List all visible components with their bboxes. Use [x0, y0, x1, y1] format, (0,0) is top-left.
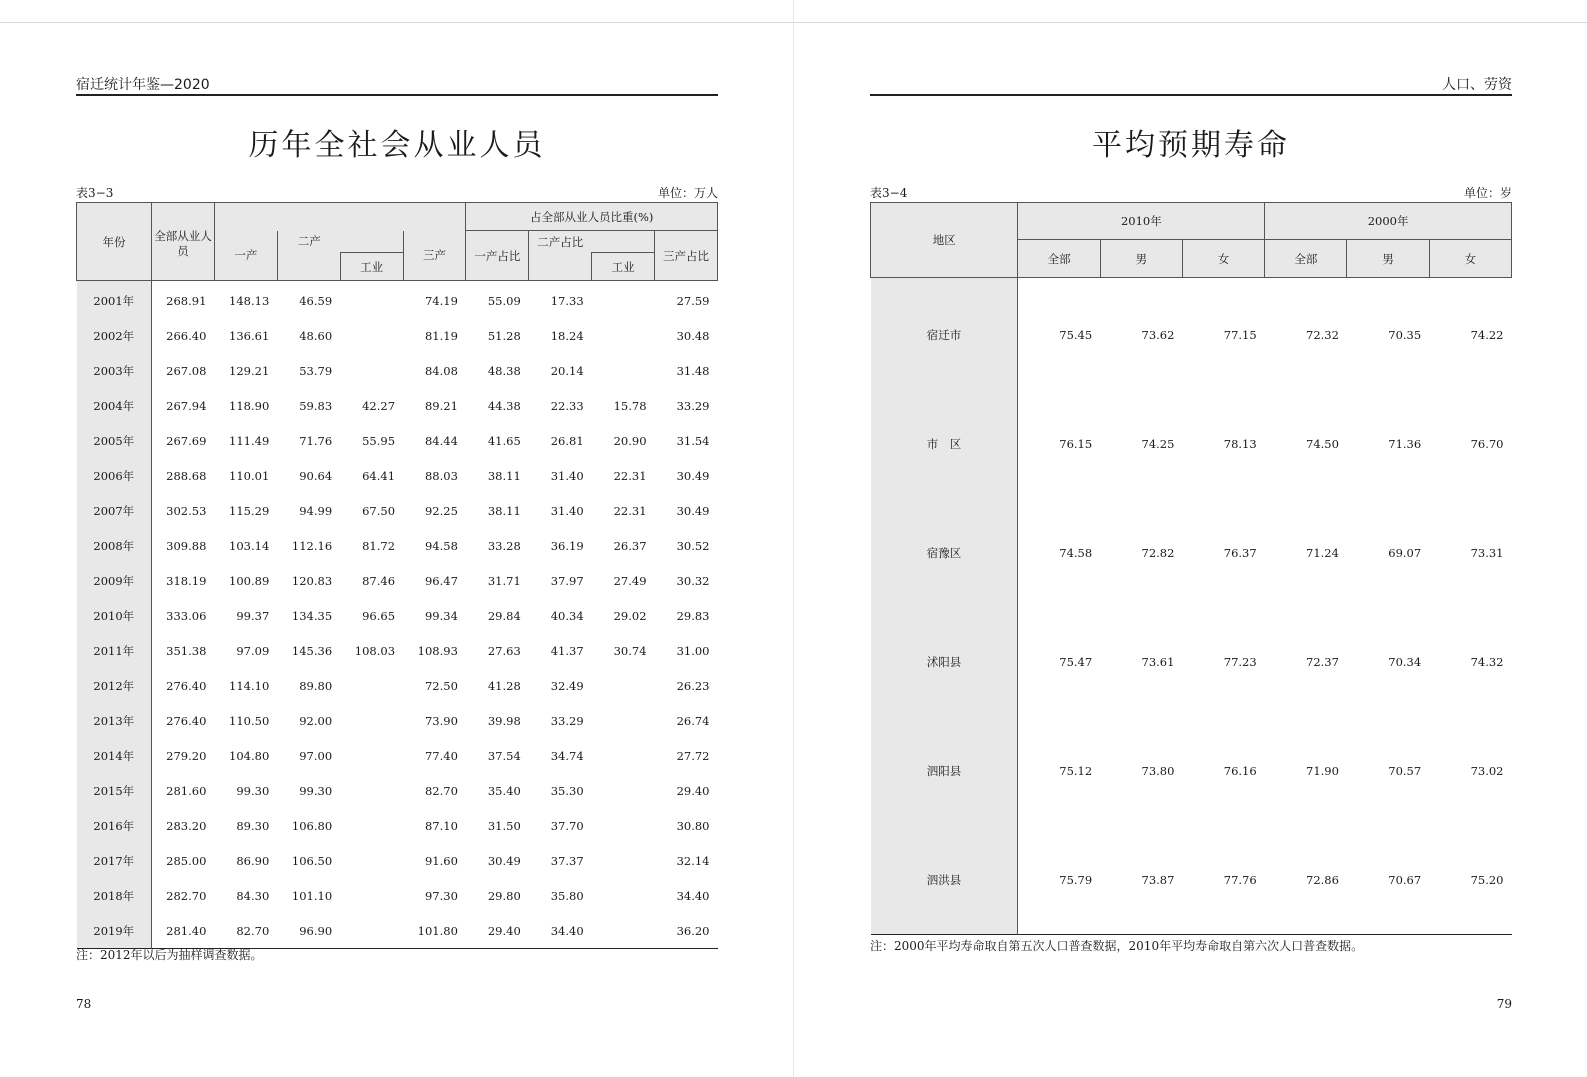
header-male-2000: 男 [1347, 240, 1429, 278]
female-2000-cell: 74.22 [1470, 327, 1504, 342]
secondary-share-cell: 26.81 [550, 433, 584, 448]
total-cell: 318.19 [166, 573, 207, 588]
female-2010-cell: 78.13 [1223, 436, 1257, 451]
tertiary-share-cell: 31.00 [676, 643, 710, 658]
tertiary-share-cell: 30.48 [676, 328, 710, 343]
male-2010-cell: 73.61 [1141, 654, 1175, 669]
table-row [77, 423, 718, 458]
life-expectancy-table [870, 202, 1512, 935]
secondary-cell: 106.50 [291, 853, 333, 868]
industry-share-cell [592, 808, 655, 843]
tertiary-cell: 91.60 [424, 853, 458, 868]
year-cell: 2001年 [77, 281, 152, 319]
tertiary-share-cell: 31.54 [676, 433, 710, 448]
male-2000-cell: 71.36 [1388, 436, 1422, 451]
industry-cell: 55.95 [362, 433, 396, 448]
unit-label: 单位：岁 [1463, 186, 1512, 200]
region-cell: 市 区 [871, 389, 1018, 498]
primary-cell: 103.14 [229, 538, 270, 553]
industry-share-cell [592, 843, 655, 878]
secondary-share-cell: 18.24 [550, 328, 584, 343]
total-cell: 302.53 [166, 503, 207, 518]
primary-share-cell: 33.28 [487, 538, 521, 553]
male-2000-cell: 70.67 [1388, 872, 1422, 887]
header-region: 地区 [871, 203, 1018, 278]
tertiary-share-cell: 29.40 [676, 783, 710, 798]
table-label: 表3−4 [870, 186, 908, 200]
industry-share-cell [592, 703, 655, 738]
secondary-share-cell: 22.33 [550, 398, 584, 413]
primary-cell: 104.80 [229, 748, 270, 763]
region-cell: 宿豫区 [871, 498, 1018, 607]
total-cell: 279.20 [166, 748, 207, 763]
primary-share-cell: 30.49 [487, 853, 521, 868]
industry-cell [340, 738, 403, 773]
primary-cell: 99.30 [236, 783, 270, 798]
tertiary-cell: 99.34 [424, 608, 458, 623]
year-cell: 2007年 [77, 493, 152, 528]
region-cell: 宿迁市 [871, 278, 1018, 390]
page-number: 79 [1496, 997, 1512, 1011]
industry-cell: 64.41 [362, 468, 396, 483]
total-cell: 276.40 [166, 678, 207, 693]
primary-cell: 110.50 [229, 713, 270, 728]
secondary-cell: 89.80 [299, 678, 333, 693]
year-cell: 2011年 [77, 633, 152, 668]
year-cell: 2017年 [77, 843, 152, 878]
industry-share-cell: 15.78 [613, 398, 647, 413]
secondary-cell: 134.35 [291, 608, 333, 623]
year-cell: 2018年 [77, 878, 152, 913]
primary-share-cell: 29.40 [487, 923, 521, 938]
head-rule [870, 94, 1512, 96]
page-title: 历年全社会从业人员 [248, 128, 546, 163]
tertiary-share-cell: 27.59 [676, 293, 710, 308]
primary-share-cell: 48.38 [487, 363, 521, 378]
tertiary-share-cell: 36.20 [676, 923, 710, 938]
all-2010-cell: 75.12 [1059, 763, 1093, 778]
primary-cell: 86.90 [236, 853, 270, 868]
industry-share-cell [592, 353, 655, 388]
secondary-cell: 106.80 [291, 818, 333, 833]
tertiary-cell: 94.58 [424, 538, 458, 553]
header-year-2000: 2000年 [1265, 203, 1512, 240]
secondary-share-cell: 17.33 [550, 293, 584, 308]
secondary-share-cell: 37.37 [550, 853, 584, 868]
industry-share-cell: 30.74 [613, 643, 647, 658]
male-2010-cell: 73.87 [1141, 872, 1175, 887]
header-secondary: 二产 [277, 231, 403, 253]
tertiary-share-cell: 30.32 [676, 573, 710, 588]
total-cell: 283.20 [166, 818, 207, 833]
secondary-cell: 97.00 [299, 748, 333, 763]
industry-share-cell [592, 738, 655, 773]
tertiary-cell: 108.93 [417, 643, 458, 658]
primary-share-cell: 31.71 [487, 573, 521, 588]
industry-share-cell: 27.49 [613, 573, 647, 588]
table-row [77, 703, 718, 738]
tertiary-cell: 97.30 [424, 888, 458, 903]
tertiary-cell: 84.44 [424, 433, 458, 448]
year-cell: 2009年 [77, 563, 152, 598]
industry-cell [340, 281, 403, 319]
tertiary-share-cell: 33.29 [676, 398, 710, 413]
header-share-group: 占全部从业人员比重(%) [466, 203, 718, 231]
secondary-share-cell: 34.40 [550, 923, 584, 938]
industry-cell [340, 878, 403, 913]
secondary-cell: 112.16 [291, 538, 333, 553]
table-row [77, 598, 718, 633]
industry-share-cell [592, 281, 655, 319]
primary-cell: 99.37 [236, 608, 270, 623]
table-row [77, 318, 718, 353]
secondary-share-cell: 35.80 [550, 888, 584, 903]
tertiary-cell: 77.40 [424, 748, 458, 763]
secondary-share-cell: 31.40 [550, 468, 584, 483]
male-2010-cell: 73.80 [1141, 763, 1175, 778]
table-row [77, 878, 718, 913]
year-cell: 2008年 [77, 528, 152, 563]
industry-share-cell: 22.31 [613, 468, 647, 483]
industry-share-cell: 29.02 [613, 608, 647, 623]
all-2010-cell: 75.45 [1059, 327, 1093, 342]
secondary-cell: 94.99 [299, 503, 333, 518]
all-2010-cell: 76.15 [1059, 436, 1093, 451]
industry-share-cell [592, 318, 655, 353]
year-cell: 2012年 [77, 668, 152, 703]
secondary-share-cell: 36.19 [550, 538, 584, 553]
table-row [871, 278, 1512, 390]
year-cell: 2014年 [77, 738, 152, 773]
total-cell: 281.40 [166, 923, 207, 938]
header-year-2010: 2010年 [1018, 203, 1265, 240]
secondary-share-cell: 34.74 [550, 748, 584, 763]
female-2000-cell: 73.31 [1470, 545, 1504, 560]
secondary-share-cell: 40.34 [550, 608, 584, 623]
tertiary-share-cell: 26.74 [676, 713, 710, 728]
secondary-share-cell: 32.49 [550, 678, 584, 693]
year-cell: 2013年 [77, 703, 152, 738]
header-female-2010: 女 [1182, 240, 1264, 278]
primary-cell: 136.61 [229, 328, 270, 343]
primary-cell: 148.13 [229, 293, 270, 308]
total-cell: 266.40 [166, 328, 207, 343]
tertiary-share-cell: 34.40 [676, 888, 710, 903]
tertiary-cell: 72.50 [424, 678, 458, 693]
industry-cell [340, 668, 403, 703]
table-row [77, 843, 718, 878]
industry-cell: 42.27 [362, 398, 396, 413]
secondary-cell: 59.83 [299, 398, 333, 413]
table-row [77, 773, 718, 808]
header-secondary-spacer [277, 253, 340, 281]
table-row [77, 493, 718, 528]
primary-share-cell: 41.28 [487, 678, 521, 693]
secondary-share-cell: 41.37 [550, 643, 584, 658]
primary-share-cell: 27.63 [487, 643, 521, 658]
total-cell: 351.38 [166, 643, 207, 658]
tertiary-share-cell: 26.23 [676, 678, 710, 693]
secondary-cell: 101.10 [291, 888, 333, 903]
header-primary-share: 一产占比 [466, 231, 529, 281]
page-title: 平均预期寿命 [1092, 128, 1290, 163]
primary-share-cell: 41.65 [487, 433, 521, 448]
table-row [871, 825, 1512, 935]
tertiary-cell: 84.08 [424, 363, 458, 378]
tertiary-cell: 87.10 [424, 818, 458, 833]
header-male-2010: 男 [1100, 240, 1182, 278]
primary-cell: 97.09 [236, 643, 270, 658]
tertiary-share-cell: 30.52 [676, 538, 710, 553]
tertiary-cell: 89.21 [424, 398, 458, 413]
table-row [871, 389, 1512, 498]
total-cell: 267.94 [166, 398, 207, 413]
tertiary-cell: 92.25 [424, 503, 458, 518]
left-page [76, 0, 718, 1077]
secondary-cell: 99.30 [299, 783, 333, 798]
secondary-share-cell: 31.40 [550, 503, 584, 518]
secondary-share-cell: 37.97 [550, 573, 584, 588]
year-cell: 2016年 [77, 808, 152, 843]
industry-cell: 108.03 [354, 643, 396, 658]
industry-cell: 67.50 [362, 503, 396, 518]
header-tertiary: 三产 [403, 231, 466, 281]
tertiary-cell: 96.47 [424, 573, 458, 588]
primary-cell: 129.21 [229, 363, 270, 378]
header-total: 全部从业人员 [152, 203, 215, 281]
female-2010-cell: 77.23 [1223, 654, 1257, 669]
running-head-text: 宿迁统计年鉴—2020 [76, 77, 210, 93]
footnote: 注：2012年以后为抽样调查数据。 [76, 948, 263, 962]
all-2000-cell: 72.86 [1306, 872, 1339, 887]
page-number: 78 [76, 997, 92, 1011]
header-primary: 一产 [214, 231, 277, 281]
header-industry: 工业 [340, 253, 403, 281]
industry-share-cell: 20.90 [613, 433, 647, 448]
total-cell: 282.70 [166, 888, 207, 903]
primary-cell: 111.49 [229, 433, 270, 448]
year-cell: 2006年 [77, 458, 152, 493]
industry-share-cell [592, 913, 655, 949]
header-all-2000: 全部 [1265, 240, 1347, 278]
primary-share-cell: 29.84 [487, 608, 521, 623]
tertiary-share-cell: 32.14 [676, 853, 710, 868]
male-2010-cell: 74.25 [1141, 436, 1175, 451]
secondary-share-cell: 35.30 [550, 783, 584, 798]
female-2010-cell: 76.16 [1223, 763, 1257, 778]
male-2000-cell: 70.34 [1388, 654, 1422, 669]
all-2010-cell: 75.79 [1059, 872, 1093, 887]
year-cell: 2003年 [77, 353, 152, 388]
total-cell: 288.68 [166, 468, 207, 483]
industry-share-cell [592, 773, 655, 808]
industry-cell [340, 773, 403, 808]
secondary-cell: 53.79 [299, 363, 333, 378]
total-cell: 267.69 [166, 433, 207, 448]
all-2000-cell: 74.50 [1306, 436, 1339, 451]
total-cell: 276.40 [166, 713, 207, 728]
female-2000-cell: 73.02 [1470, 763, 1504, 778]
primary-share-cell: 29.80 [487, 888, 521, 903]
tertiary-share-cell: 30.49 [676, 503, 710, 518]
total-cell: 267.08 [166, 363, 207, 378]
industry-cell [340, 913, 403, 949]
primary-share-cell: 38.11 [487, 468, 521, 483]
year-cell: 2010年 [77, 598, 152, 633]
year-cell: 2004年 [77, 388, 152, 423]
primary-share-cell: 35.40 [487, 783, 521, 798]
male-2000-cell: 70.35 [1388, 327, 1422, 342]
tertiary-cell: 101.80 [417, 923, 458, 938]
total-cell: 309.88 [166, 538, 207, 553]
secondary-cell: 96.90 [299, 923, 333, 938]
all-2000-cell: 72.37 [1306, 654, 1339, 669]
region-cell: 泗阳县 [871, 716, 1018, 825]
tertiary-cell: 88.03 [424, 468, 458, 483]
secondary-cell: 90.64 [299, 468, 333, 483]
industry-cell [340, 353, 403, 388]
primary-cell: 82.70 [236, 923, 270, 938]
male-2010-cell: 72.82 [1141, 545, 1175, 560]
secondary-cell: 48.60 [299, 328, 333, 343]
header-secondary-share-spacer [529, 253, 592, 281]
industry-cell: 96.65 [362, 608, 396, 623]
year-cell: 2005年 [77, 423, 152, 458]
industry-share-cell: 26.37 [613, 538, 647, 553]
total-cell: 281.60 [166, 783, 207, 798]
header-year: 年份 [77, 203, 152, 281]
table-row [77, 281, 718, 319]
primary-cell: 118.90 [229, 398, 270, 413]
table-row [77, 913, 718, 949]
primary-share-cell: 38.11 [487, 503, 521, 518]
secondary-share-cell: 20.14 [550, 363, 584, 378]
table-row [871, 716, 1512, 825]
primary-cell: 100.89 [229, 573, 270, 588]
tertiary-cell: 81.19 [424, 328, 458, 343]
secondary-share-cell: 33.29 [550, 713, 584, 728]
year-cell: 2002年 [77, 318, 152, 353]
industry-cell [340, 808, 403, 843]
header-tertiary-share: 三产占比 [655, 231, 718, 281]
table-row [871, 498, 1512, 607]
industry-cell: 81.72 [362, 538, 396, 553]
running-head-text: 人口、劳资 [1442, 77, 1512, 93]
industry-share-cell [592, 668, 655, 703]
year-cell: 2015年 [77, 773, 152, 808]
tertiary-cell: 74.19 [424, 293, 458, 308]
female-2000-cell: 76.70 [1470, 436, 1504, 451]
table-row [871, 607, 1512, 716]
industry-cell: 87.46 [362, 573, 396, 588]
female-2010-cell: 76.37 [1223, 545, 1257, 560]
tertiary-cell: 82.70 [424, 783, 458, 798]
total-cell: 285.00 [166, 853, 207, 868]
primary-share-cell: 55.09 [487, 293, 521, 308]
primary-cell: 89.30 [236, 818, 270, 833]
industry-cell [340, 843, 403, 878]
female-2000-cell: 74.32 [1470, 654, 1504, 669]
primary-cell: 110.01 [229, 468, 270, 483]
total-cell: 268.91 [166, 293, 207, 308]
tertiary-share-cell: 30.80 [676, 818, 710, 833]
industry-cell [340, 318, 403, 353]
tertiary-cell: 73.90 [424, 713, 458, 728]
header-all-2010: 全部 [1018, 240, 1100, 278]
head-rule [76, 94, 718, 96]
table-row [77, 668, 718, 703]
primary-share-cell: 51.28 [487, 328, 521, 343]
right-page [870, 0, 1512, 1077]
secondary-share-cell: 37.70 [550, 818, 584, 833]
male-2000-cell: 69.07 [1388, 545, 1422, 560]
unit-label: 单位：万人 [657, 186, 718, 200]
primary-cell: 84.30 [236, 888, 270, 903]
primary-share-cell: 39.98 [487, 713, 521, 728]
male-2000-cell: 70.57 [1388, 763, 1422, 778]
primary-share-cell: 44.38 [487, 398, 521, 413]
page-fold [793, 0, 794, 1077]
primary-cell: 114.10 [229, 678, 270, 693]
region-cell: 沭阳县 [871, 607, 1018, 716]
header-industry-share: 工业 [592, 253, 655, 281]
primary-share-cell: 37.54 [487, 748, 521, 763]
total-cell: 333.06 [166, 608, 207, 623]
female-2000-cell: 75.20 [1470, 872, 1504, 887]
all-2000-cell: 71.90 [1306, 763, 1339, 778]
table-row [77, 528, 718, 563]
table-row [77, 808, 718, 843]
tertiary-share-cell: 27.72 [676, 748, 710, 763]
table-row [77, 458, 718, 493]
year-cell: 2019年 [77, 913, 152, 949]
header-secondary-share: 二产占比 [529, 231, 655, 253]
footnote: 注：2000年平均寿命取自第五次人口普查数据，2010年平均寿命取自第六次人口普查数据。 [870, 939, 1364, 953]
female-2010-cell: 77.76 [1223, 872, 1257, 887]
secondary-cell: 92.00 [299, 713, 333, 728]
employment-table [76, 202, 718, 949]
secondary-cell: 145.36 [291, 643, 333, 658]
table-row [77, 353, 718, 388]
secondary-cell: 71.76 [299, 433, 333, 448]
industry-share-cell: 22.31 [613, 503, 647, 518]
table-row [77, 738, 718, 773]
all-2000-cell: 71.24 [1306, 545, 1339, 560]
tertiary-share-cell: 31.48 [676, 363, 710, 378]
industry-share-cell [592, 878, 655, 913]
secondary-cell: 120.83 [291, 573, 333, 588]
primary-share-cell: 31.50 [487, 818, 521, 833]
tertiary-share-cell: 30.49 [676, 468, 710, 483]
all-2010-cell: 74.58 [1059, 545, 1093, 560]
table-row [77, 633, 718, 668]
male-2010-cell: 73.62 [1141, 327, 1175, 342]
female-2010-cell: 77.15 [1223, 327, 1257, 342]
region-cell: 泗洪县 [871, 825, 1018, 935]
primary-cell: 115.29 [229, 503, 270, 518]
table-row [77, 563, 718, 598]
table-row [77, 388, 718, 423]
secondary-cell: 46.59 [299, 293, 333, 308]
industry-cell [340, 703, 403, 738]
table-label: 表3−3 [76, 186, 114, 200]
header-blank-group [214, 203, 466, 231]
tertiary-share-cell: 29.83 [676, 608, 710, 623]
all-2010-cell: 75.47 [1059, 654, 1093, 669]
all-2000-cell: 72.32 [1306, 327, 1339, 342]
header-female-2000: 女 [1429, 240, 1511, 278]
